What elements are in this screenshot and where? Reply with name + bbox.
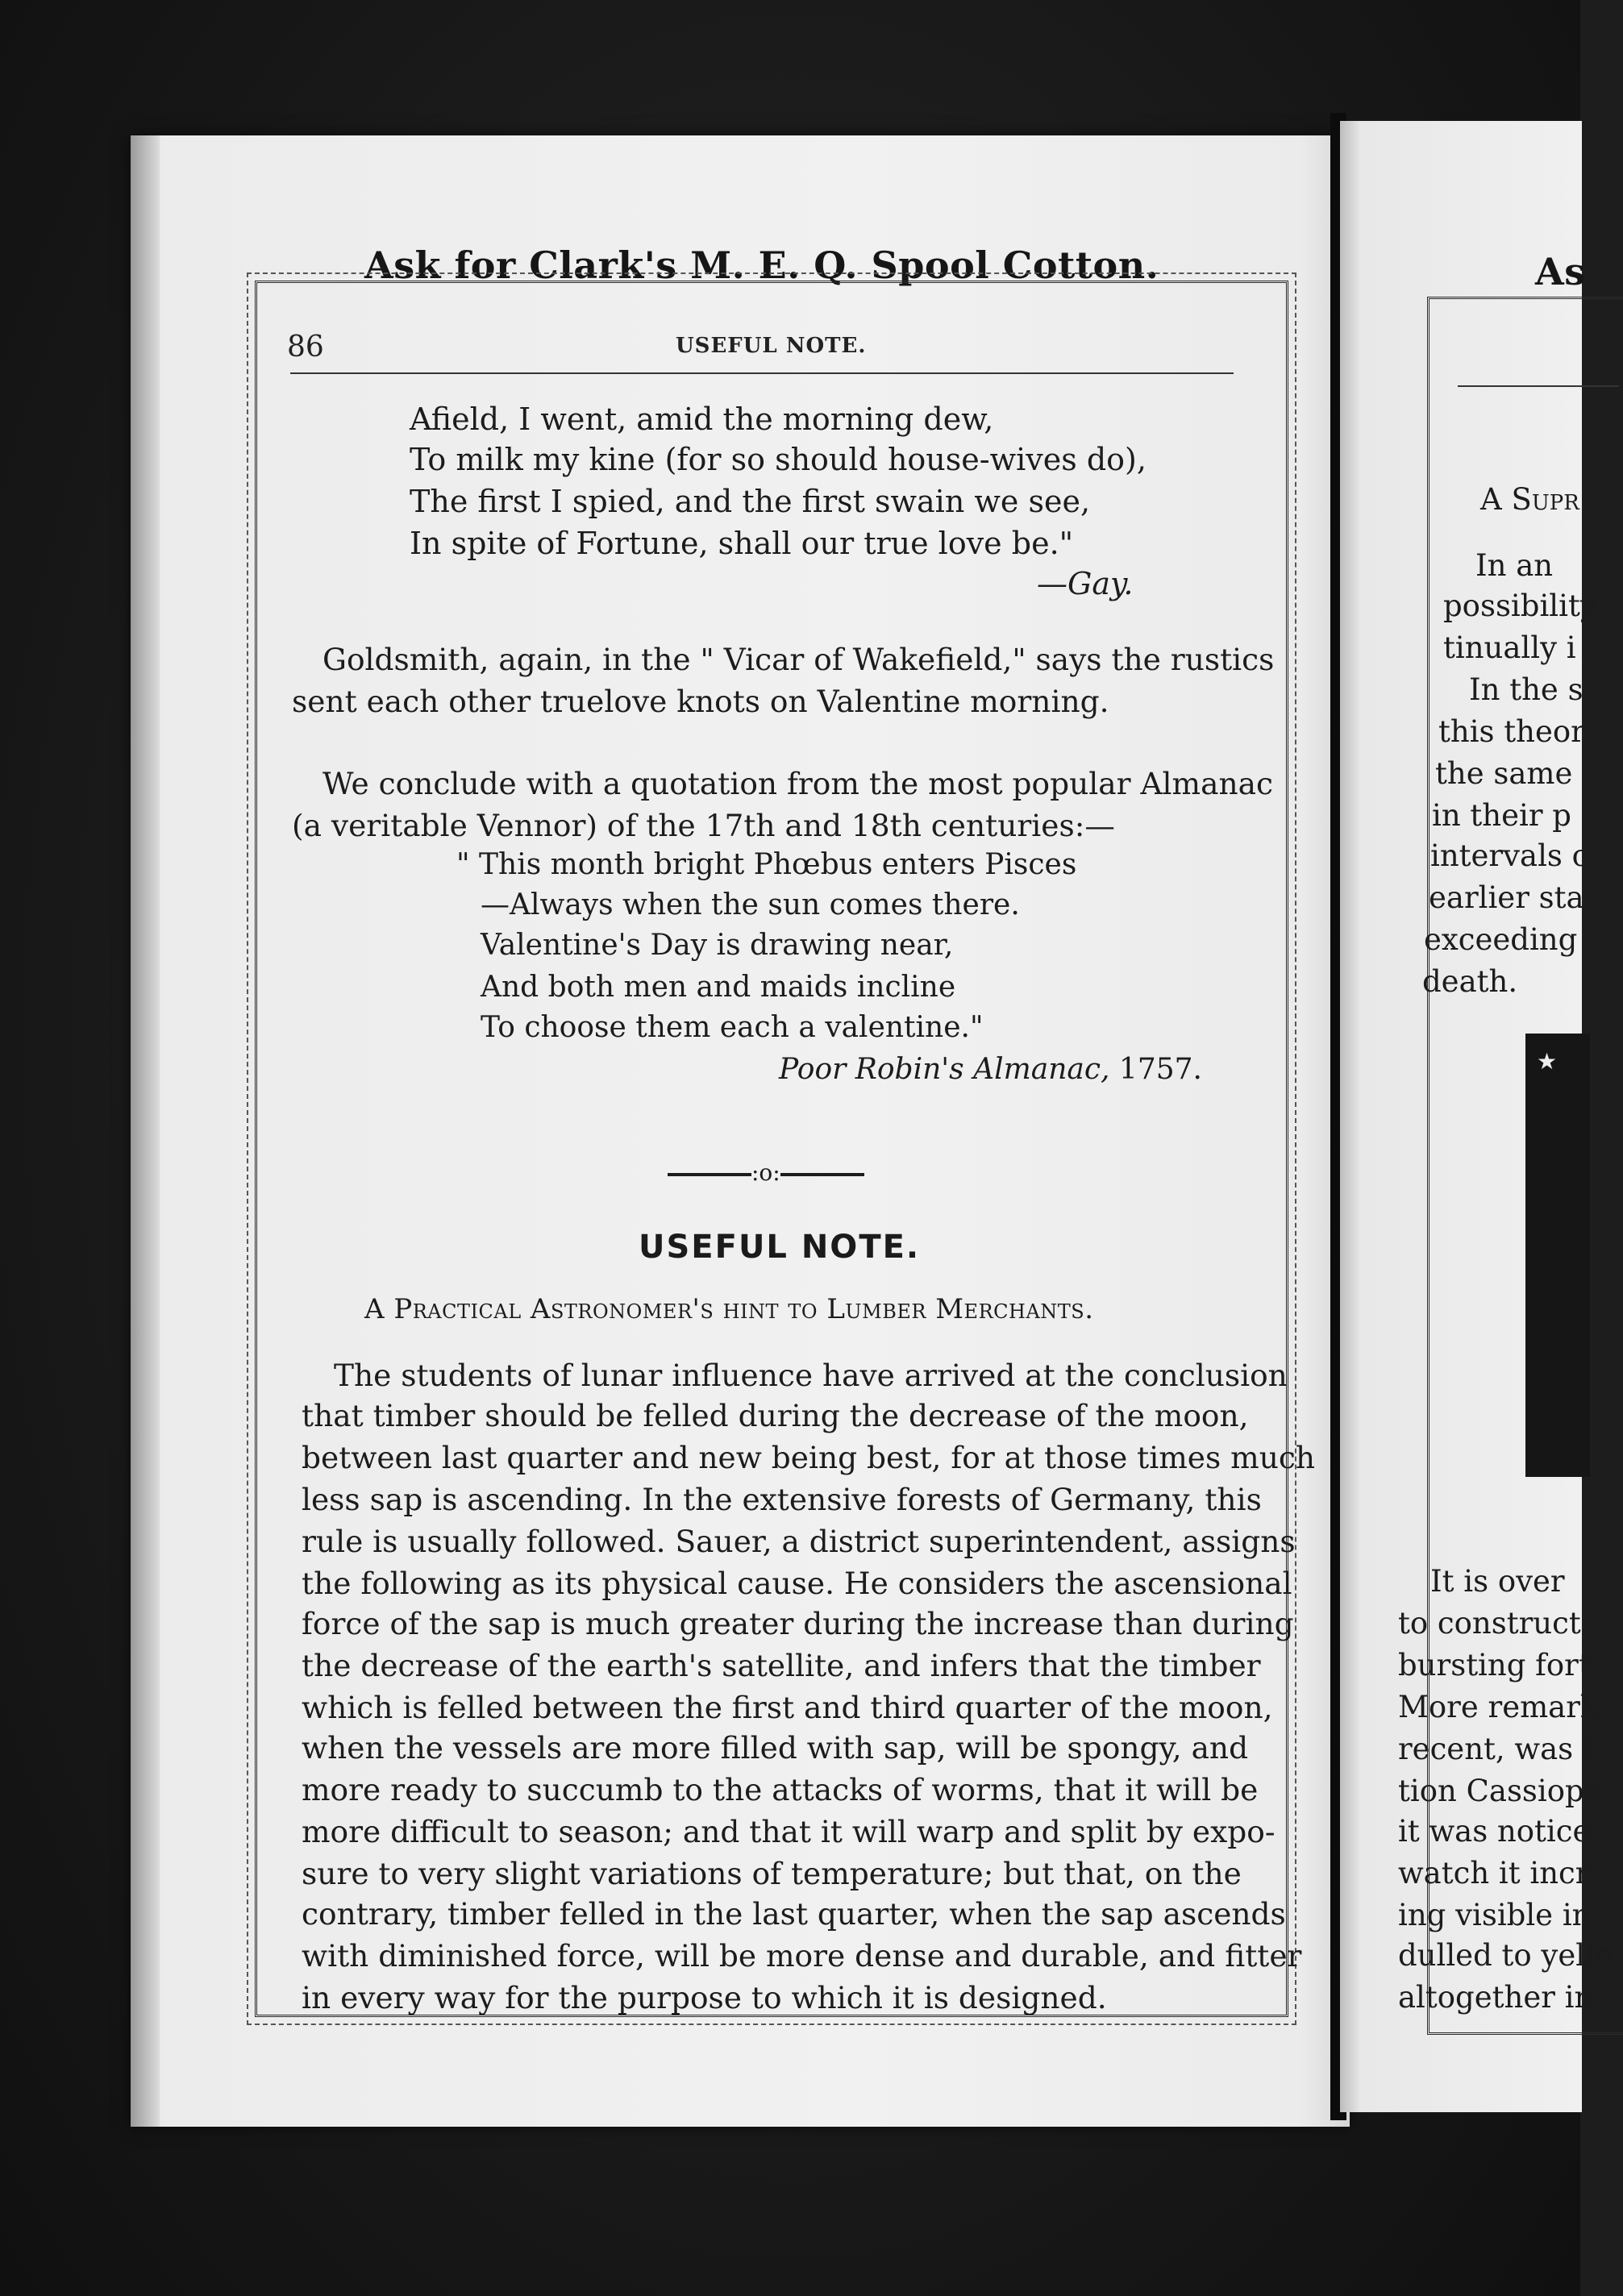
article-line: less sap is ascending. In the extensive forests of Germany, this xyxy=(302,1482,1262,1517)
star-chart-image xyxy=(1525,1034,1590,1477)
section-separator: :o: xyxy=(668,1159,864,1186)
top-advertisement: Ask for Clark's M. E. Q. Spool Cotton. xyxy=(364,243,1159,287)
right-line: possibility xyxy=(1443,589,1597,623)
right-line: altogether in xyxy=(1398,1980,1594,2015)
article-line: with diminished force, will be more dense and durable, and fitter xyxy=(302,1938,1302,1974)
running-title: USEFUL NOTE. xyxy=(676,334,867,358)
paragraph-line: sent each other truelove knots on Valentine morning. xyxy=(292,684,1109,719)
article-line: which is felled between the first and third quarter of the moon, xyxy=(302,1690,1273,1725)
article-line: between last quarter and new being best, for at those times much xyxy=(302,1440,1316,1475)
right-line: bursting fort xyxy=(1398,1648,1591,1682)
right-line: in their p xyxy=(1432,798,1571,833)
poem-line: " This month bright Phœbus enters Pisces xyxy=(456,848,1077,881)
article-line: more difficult to season; and that it will warp and split by expo- xyxy=(302,1814,1276,1849)
right-heading: A Supr xyxy=(1480,482,1579,517)
header-rule xyxy=(290,372,1234,374)
right-line: this theor xyxy=(1438,714,1585,749)
article-line: contrary, timber felled in the last quarter, when the sap ascends xyxy=(302,1896,1286,1932)
poem-line: Afield, I went, amid the morning dew, xyxy=(410,401,994,437)
right-line: to construct xyxy=(1398,1606,1581,1641)
article-line: in every way for the purpose to which it is designed. xyxy=(302,1980,1107,2015)
article-line: The students of lunar influence have arrived at the conclusion xyxy=(334,1358,1288,1393)
section-title: USEFUL NOTE. xyxy=(639,1229,921,1266)
poem-line: To choose them each a valentine." xyxy=(481,1011,984,1044)
right-top-advertisement: As xyxy=(1535,250,1586,293)
right-line: earlier sta xyxy=(1429,880,1584,915)
article-line: rule is usually followed. Sauer, a district superintendent, assigns xyxy=(302,1524,1296,1559)
right-line: tinually i xyxy=(1443,630,1576,665)
article-line: when the vessels are more filled with sap, will be spongy, and xyxy=(302,1730,1249,1766)
poem-attribution xyxy=(779,1053,1202,1086)
star-icon: ★ xyxy=(1537,1048,1558,1075)
right-line: recent, was t xyxy=(1398,1732,1595,1766)
right-line: It is over xyxy=(1430,1564,1565,1599)
article-line: the following as its physical cause. He considers the ascensional xyxy=(302,1566,1292,1601)
section-subtitle: A Practical Astronomer's hint to Lumber Merchants. xyxy=(364,1293,1094,1325)
poem-attribution: —Gay. xyxy=(1037,566,1134,601)
poem-line: —Always when the sun comes there. xyxy=(481,888,1020,921)
paragraph-line: Goldsmith, again, in the " Vicar of Wakefield," says the rustics xyxy=(323,642,1275,677)
poem-line: To milk my kine (for so should house-wives do), xyxy=(410,442,1147,477)
article-line: that timber should be felled during the decrease of the moon, xyxy=(302,1398,1249,1433)
paragraph-line: (a veritable Vennor) of the 17th and 18th centuries:— xyxy=(292,808,1115,843)
almanac-year: 1757. xyxy=(1118,1053,1202,1086)
right-line: More remark xyxy=(1398,1690,1599,1724)
right-line: In an xyxy=(1475,548,1554,583)
right-line: dulled to yello xyxy=(1398,1938,1613,1973)
article-line: force of the sap is much greater during the increase than during xyxy=(302,1606,1294,1641)
right-header-rule xyxy=(1458,385,1619,387)
right-line: exceeding xyxy=(1424,922,1578,957)
right-line: tion Cassiope xyxy=(1398,1774,1602,1808)
almanac-title: Poor Robin's Almanac, xyxy=(779,1053,1110,1086)
paragraph-line: We conclude with a quotation from the most popular Almanac xyxy=(323,766,1273,801)
right-line: death. xyxy=(1422,964,1518,999)
right-line: In the s xyxy=(1469,672,1583,707)
right-line: it was notice xyxy=(1398,1814,1591,1849)
poem-line: In spite of Fortune, shall our true love be." xyxy=(410,526,1074,561)
right-line: ing visible in xyxy=(1398,1898,1592,1932)
poem-line: Valentine's Day is drawing near, xyxy=(481,929,954,962)
page-number: 86 xyxy=(287,331,324,364)
article-line: the decrease of the earth's satellite, and infers that the timber xyxy=(302,1648,1261,1683)
right-line: intervals c xyxy=(1430,838,1589,873)
right-line: the same xyxy=(1435,756,1573,791)
right-line: watch it incr xyxy=(1398,1856,1590,1890)
article-line: more ready to succumb to the attacks of worms, that it will be xyxy=(302,1772,1259,1807)
article-line: sure to very slight variations of temperature; but that, on the xyxy=(302,1856,1242,1891)
poem-line: And both men and maids incline xyxy=(481,971,956,1004)
poem-line: The first I spied, and the first swain we see, xyxy=(410,484,1091,519)
